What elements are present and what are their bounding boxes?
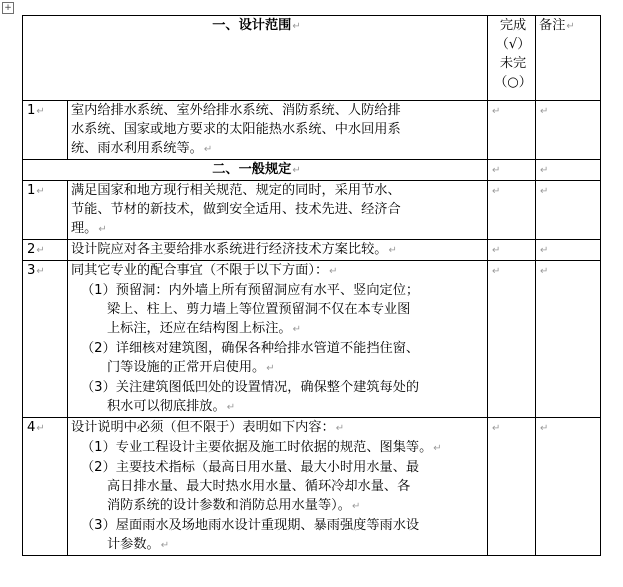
section-title-design-scope [23,16,488,101]
remark-cell[interactable]: ↵ [536,181,601,240]
paragraph-mark-icon: ↵ [292,21,301,32]
table-row [23,101,601,160]
table-row [23,418,601,556]
remark-cell[interactable]: ↵ [536,240,601,261]
status-cell[interactable]: ↵ [488,261,536,418]
table-move-handle-icon[interactable]: + [2,2,14,14]
paragraph-mark-icon: ↵ [566,21,575,32]
row-number: 2↵ [23,240,68,261]
table-row [23,181,601,240]
remark-cell[interactable]: ↵ [536,418,601,556]
row-content: 设计院应对各主要给排水系统进行经济技术方案比较。↵ [68,240,488,261]
table-row [23,261,601,418]
sub-item: （1）预留洞：内外墙上所有预留洞应有水平、竖向定位； 梁上、柱上、剪力墙上等位置预留洞不仅在本专业图 上标注，还应在结构图上标注。↵ [81,283,420,336]
section-row [23,160,601,181]
remark-label: 备注 [539,18,566,33]
status-header [488,16,536,101]
row-content: 设计说明中必须（但不限于）表明如下内容：↵ （1）专业工程设计主要依据及施工时依据的规范、图集等。↵ （2）主要技术指标（最高日用水量、最大小时用水量、最 高日排水量、最大时热水用水量、循环冷却水量、各 消防系统的设计参数和消防总用水量等）。↵ （3）屋面雨水及场地雨水设计重现期、暴雨强度等雨水设 计参数。↵ [68,418,488,556]
status-cell: ↵ [488,160,536,181]
row-content: 室内给排水系统、室外给排水系统、消防系统、人防给排 水系统、国家或地方要求的太阳能热水系统、中水回用系 统、雨水利用系统等。↵ [68,101,488,160]
row-content: 同其它专业的配合事宜（不限于以下方面）：↵ （1）预留洞：内外墙上所有预留洞应有水平、竖向定位； 梁上、柱上、剪力墙上等位置预留洞不仅在本专业图 上标注，还应在结构图上标注。↵ （2）详细核对建筑图，确保各种给排水管道不能挡住窗、 门等设施的正常开启使用。↵ （3）关注建筑图低凹处的设置情况，确保整个建筑每处的 积水可以彻底排放。↵ [68,261,488,418]
design-checklist-table [22,15,601,556]
status-complete-symbol: （√） [495,37,531,52]
header-row [23,16,601,101]
status-cell[interactable]: ↵ [488,418,536,556]
status-complete-label: 完成 [499,18,527,33]
status-cell[interactable]: ↵ [488,101,536,160]
row-number: 1↵ [23,101,68,160]
remark-cell[interactable]: ↵ [536,101,601,160]
section-title-general-rules: 二、一般规定↵ [23,160,488,181]
row-number: 1↵ [23,181,68,240]
section1-label: 一、设计范围 [212,18,292,33]
row-number: 3↵ [23,261,68,418]
sub-item: （1）专业工程设计主要依据及施工时依据的规范、图集等。↵ [81,440,442,455]
status-cell[interactable]: ↵ [488,240,536,261]
sub-item: （2）详细核对建筑图，确保各种给排水管道不能挡住窗、 门等设施的正常开启使用。↵ [81,341,420,375]
sub-item: （2）主要技术指标（最高日用水量、最大小时用水量、最 高日排水量、最大时热水用水量、循环冷却水量、各 消防系统的设计参数和消防总用水量等）。↵ [81,460,420,513]
status-cell[interactable]: ↵ [488,181,536,240]
sub-item: （3）关注建筑图低凹处的设置情况，确保整个建筑每处的 积水可以彻底排放。↵ [81,380,420,414]
row-number: 4↵ [23,418,68,556]
status-incomplete-symbol: （○） [494,75,532,90]
remark-header [536,16,601,101]
remark-cell[interactable]: ↵ [536,261,601,418]
status-incomplete-label: 未完 [499,56,527,71]
remark-cell: ↵ [536,160,601,181]
row-content: 满足国家和地方现行相关规范、规定的同时，采用节水、 节能、节材的新技术，做到安全适用、技术先进、经济合 理。↵ [68,181,488,240]
table-row [23,240,601,261]
sub-item: （3）屋面雨水及场地雨水设计重现期、暴雨强度等雨水设 计参数。↵ [81,518,420,552]
